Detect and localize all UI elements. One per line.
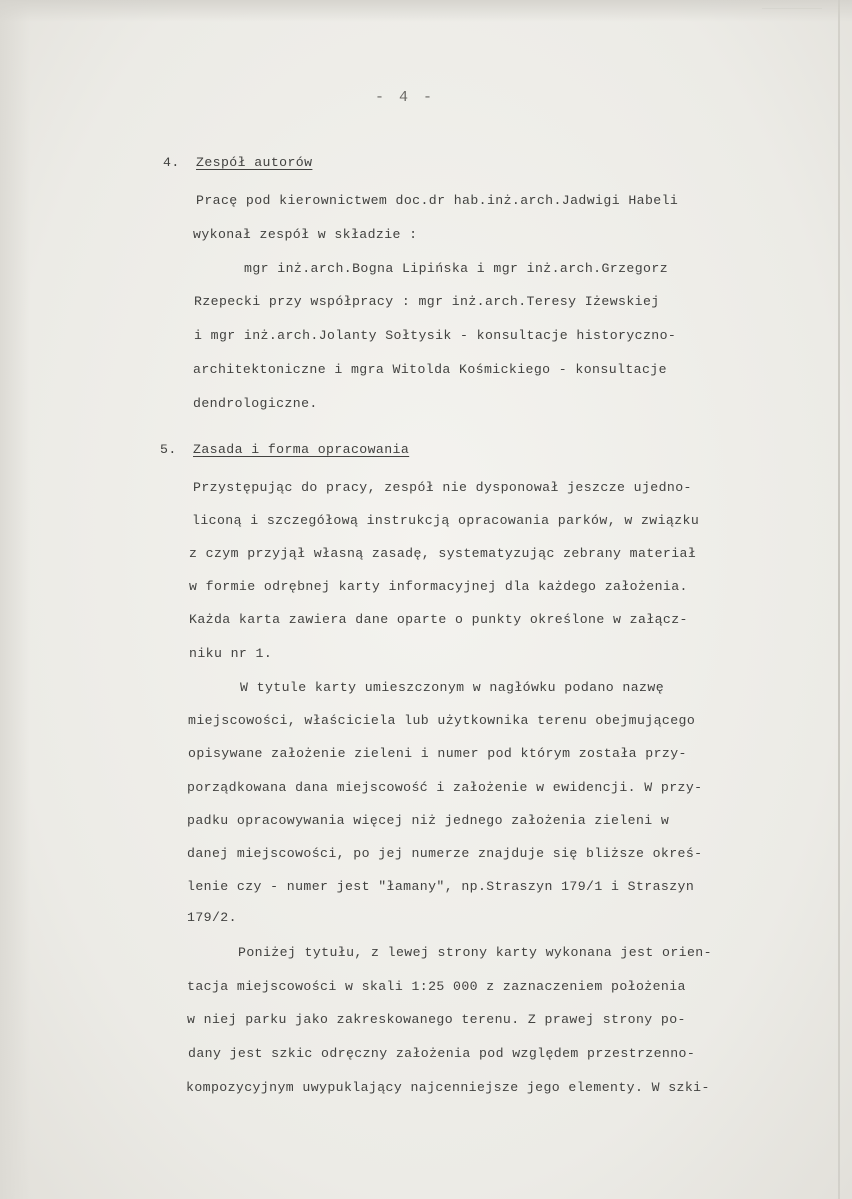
section-4-line-6: architektoniczne i mgra Witolda Kośmickiego - konsultacje xyxy=(193,362,667,377)
section-4-line-3: mgr inż.arch.Bogna Lipińska i mgr inż.arch.Grzegorz xyxy=(244,261,669,276)
section-4-line-7: dendrologiczne. xyxy=(193,396,318,411)
section-5-line-17: w niej parku jako zakreskowanego terenu. Z prawej strony po- xyxy=(187,1012,686,1027)
section-5-heading xyxy=(160,441,409,459)
section-5-line-16: tacja miejscowości w skali 1:25 000 z zaznaczeniem położenia xyxy=(187,979,686,994)
section-5-line-14: 179/2. xyxy=(187,910,237,925)
section-4-title: Zespół autorów xyxy=(196,155,313,170)
section-4-line-5: i mgr inż.arch.Jolanty Sołtysik - konsultacje historyczno- xyxy=(194,328,677,343)
section-5-line-12: danej miejscowości, po jej numerze znajduje się bliższe okreś- xyxy=(187,846,703,861)
section-5-line-18: dany jest szkic odręczny założenia pod względem przestrzenno- xyxy=(188,1046,696,1061)
section-5-line-19: kompozycyjnym uwypuklający najcenniejsze jego elementy. W szki- xyxy=(186,1080,710,1095)
section-4-number: 4. xyxy=(163,155,180,170)
page-number: - 4 - xyxy=(375,89,436,106)
section-5-line-13: lenie czy - numer jest "łamany", np.Straszyn 179/1 i Straszyn xyxy=(187,879,695,894)
section-5-title: Zasada i forma opracowania xyxy=(193,442,410,457)
section-5-line-2: liconą i szczegółową instrukcją opracowania parków, w związku xyxy=(192,513,700,528)
section-5-number: 5. xyxy=(160,442,177,457)
section-4-line-4: Rzepecki przy współpracy : mgr inż.arch.Teresy Iżewskiej xyxy=(194,294,660,309)
paper-left-shadow xyxy=(0,0,30,1199)
section-5-line-5: Każda karta zawiera dane oparte o punkty określone w załącz- xyxy=(189,612,688,627)
section-5-line-11: padku opracowywania więcej niż jednego założenia zieleni w xyxy=(187,813,670,828)
paper-top-shadow xyxy=(0,0,852,22)
section-5-line-8: miejscowości, właściciela lub użytkownika terenu obejmującego xyxy=(188,713,696,728)
section-5-line-9: opisywane założenie zieleni i numer pod którym została przy- xyxy=(188,746,687,761)
paper-right-edge xyxy=(838,0,840,1199)
section-4-line-2: wykonał zespół w składzie : xyxy=(193,227,418,242)
section-5-line-7: W tytule karty umieszczonym w nagłówku podano nazwę xyxy=(240,680,665,695)
section-5-line-4: w formie odrębnej karty informacyjnej dla każdego założenia. xyxy=(189,579,688,594)
section-5-line-6: niku nr 1. xyxy=(189,646,273,661)
section-5-line-15: Poniżej tytułu, z lewej strony karty wykonana jest orien- xyxy=(238,945,712,960)
section-5-line-10: porządkowana dana miejscowość i założenie w ewidencji. W przy- xyxy=(187,780,703,795)
section-4-line-1: Pracę pod kierownictwem doc.dr hab.inż.arch.Jadwigi Habeli xyxy=(196,193,679,208)
section-5-line-1: Przystępując do pracy, zespół nie dysponował jeszcze ujedno- xyxy=(193,480,692,495)
section-5-line-3: z czym przyjął własną zasadę, systematyzując zebrany materiał xyxy=(189,546,697,561)
corner-scan-mark xyxy=(762,8,822,29)
section-4-heading xyxy=(163,154,312,172)
